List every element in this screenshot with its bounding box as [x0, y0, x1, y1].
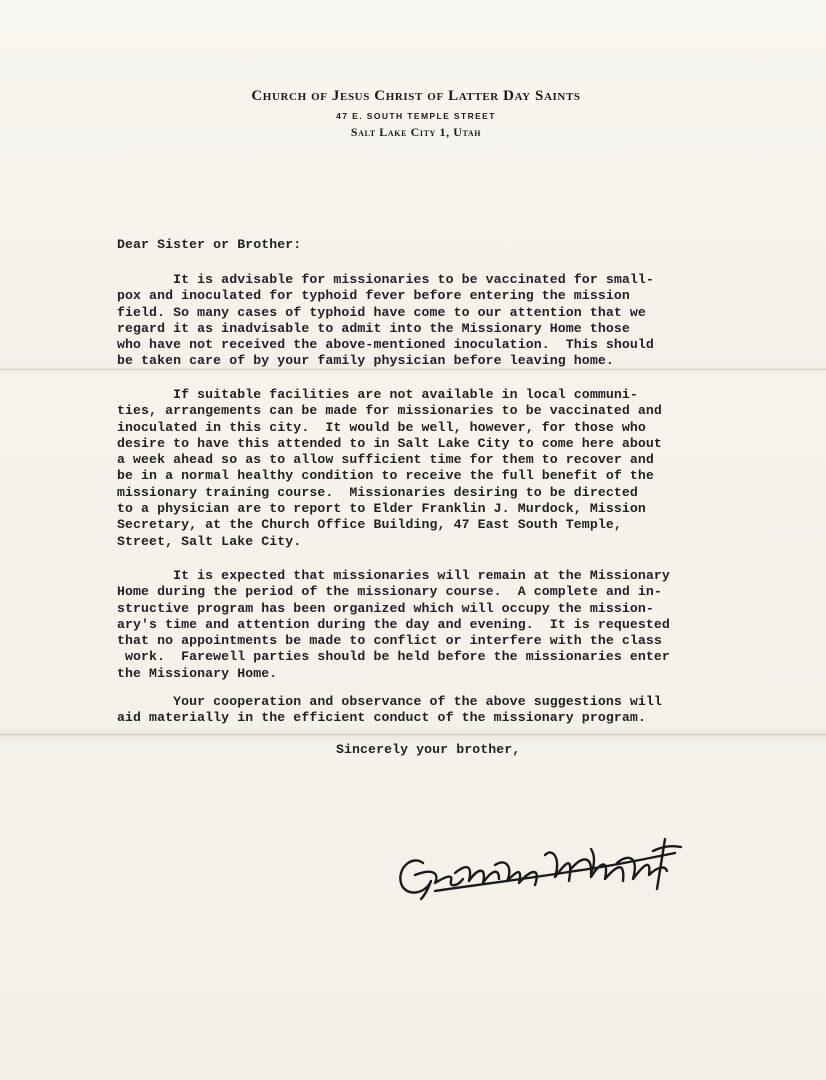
text-line: field. So many cases of typhoid have come to our attention that we: [117, 304, 646, 320]
text-line: aid materially in the efficient conduct of the missionary program.: [117, 710, 646, 726]
text-line: be in a normal healthy condition to receive the full benefit of the: [117, 468, 654, 484]
text-line: ary's time and attention during the day and evening. It is requested: [117, 616, 670, 632]
paragraph-4: [117, 694, 697, 727]
closing: Sincerely your brother,: [336, 742, 521, 757]
letterhead: [0, 88, 826, 140]
text-line: that no appointments be made to conflict or interfere with the class: [117, 633, 662, 649]
text-line: to a physician are to report to Elder Franklin J. Murdock, Mission: [117, 501, 646, 517]
text-line: pox and inoculated for typhoid fever before entering the mission: [117, 288, 630, 304]
text-line: ties, arrangements can be made for missionaries to be vaccinated and: [117, 403, 662, 419]
text-line: Street, Salt Lake City.: [117, 533, 302, 549]
letterhead-organization: Church of Jesus Christ of Latter Day Saints: [251, 88, 581, 104]
paragraph-3: [117, 568, 697, 682]
text-line: Your cooperation and observance of the above suggestions will: [117, 694, 662, 709]
paragraph-2: [117, 387, 697, 550]
text-line: regard it as inadvisable to admit into the Missionary Home those: [117, 320, 630, 336]
text-line: It is advisable for missionaries to be vaccinated for small-: [117, 272, 654, 287]
salutation: Dear Sister or Brother:: [117, 237, 302, 252]
text-line: inoculated in this city. It would be well, however, for those who: [117, 419, 646, 435]
text-line: the Missionary Home.: [117, 665, 278, 681]
text-line: work. Farewell parties should be held before the missionaries enter: [117, 649, 670, 665]
text-line: It is expected that missionaries will remain at the Missionary: [117, 568, 670, 583]
text-line: be taken care of by your family physician before leaving home.: [117, 353, 614, 369]
handwritten-signature: [395, 825, 695, 910]
text-line: who have not received the above-mentioned inoculation. This should: [117, 337, 654, 353]
text-line: missionary training course. Missionaries desiring to be directed: [117, 484, 638, 500]
letterhead-city: Salt Lake City 1, Utah: [350, 125, 482, 139]
text-line: desire to have this attended to in Salt Lake City to come here about: [117, 435, 662, 451]
paragraph-1: [117, 272, 697, 370]
paper-fold-line: [0, 733, 826, 736]
text-line: Home during the period of the missionary course. A complete and in-: [117, 584, 662, 600]
letterhead-street: 47 E. SOUTH TEMPLE STREET: [336, 111, 496, 121]
text-line: structive program has been organized which will occupy the mission-: [117, 600, 654, 616]
text-line: Secretary, at the Church Office Building, 47 East South Temple,: [117, 517, 622, 533]
text-line: If suitable facilities are not available in local communi-: [117, 387, 638, 402]
text-line: a week ahead so as to allow sufficient time for them to recover and: [117, 452, 654, 468]
